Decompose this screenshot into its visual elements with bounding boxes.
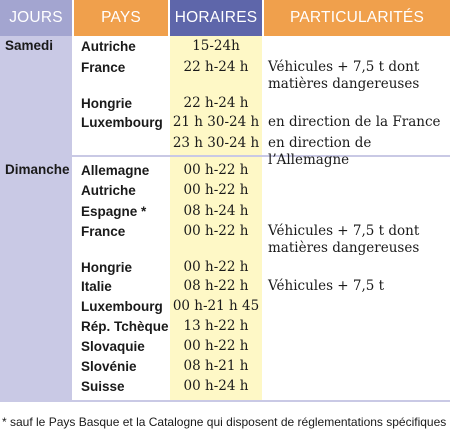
- hours-value: 08 h-24 h: [183, 203, 249, 219]
- day-label-dimanche: Dimanche: [5, 162, 70, 177]
- hours-value: 15-24h: [192, 38, 240, 54]
- footnote: * sauf le Pays Basque et la Catalogne qui disposent de réglementations spécifiques: [2, 415, 447, 429]
- particularity-note: Véhicules + 7,5 t dont matières dangereuses: [268, 223, 420, 256]
- country-label: Autriche: [81, 183, 136, 198]
- hours-value: 00 h-24 h: [183, 378, 249, 394]
- hours-value: 00 h-22 h: [183, 259, 249, 275]
- hours-value: 00 h-22 h: [183, 223, 249, 239]
- country-label: Espagne *: [81, 204, 147, 219]
- header-particularites: PARTICULARITÉS: [264, 0, 450, 36]
- country-label: Luxembourg: [81, 115, 163, 130]
- header-horaires: HORAIRES: [170, 0, 262, 36]
- particularity-note: en direction de la France: [268, 114, 441, 130]
- hours-value: 00 h-21 h 45: [172, 298, 260, 314]
- hours-value: 08 h-21 h: [183, 358, 249, 374]
- particularity-note: Véhicules + 7,5 t dont matières dangereuses: [268, 59, 420, 92]
- country-label: France: [81, 224, 126, 239]
- country-label: Hongrie: [81, 260, 133, 275]
- hours-value: 00 h-22 h: [183, 338, 249, 354]
- country-label: Slovénie: [81, 359, 137, 374]
- day-label-samedi: Samedi: [5, 38, 54, 53]
- jours-column-dimanche: [0, 157, 72, 400]
- header-pays: PAYS: [74, 0, 168, 36]
- country-label: Suisse: [81, 379, 125, 394]
- country-label: France: [81, 60, 126, 75]
- jours-column-samedi: [0, 36, 72, 155]
- hours-value: 23 h 30-24 h: [172, 135, 260, 151]
- country-label: Slovaquie: [81, 339, 145, 354]
- country-label: Luxembourg: [81, 299, 163, 314]
- country-label: Rép. Tchèque: [81, 319, 169, 334]
- hours-value: 13 h-22 h: [183, 318, 249, 334]
- country-label: Italie: [81, 279, 112, 294]
- table-bottom-border: [0, 400, 450, 402]
- header-jours: JOURS: [0, 0, 72, 36]
- hours-value: 08 h-22 h: [183, 278, 249, 294]
- country-label: Hongrie: [81, 96, 133, 111]
- hours-value: 21 h 30-24 h: [172, 114, 260, 130]
- hours-value: 22 h-24 h: [183, 95, 249, 111]
- hours-value: 00 h-22 h: [183, 182, 249, 198]
- country-label: Autriche: [81, 39, 136, 54]
- country-label: Allemagne: [81, 163, 150, 178]
- particularity-note: en direction de l’Allemagne: [268, 135, 372, 168]
- hours-value: 22 h-24 h: [183, 59, 249, 75]
- hours-value: 00 h-22 h: [183, 162, 249, 178]
- particularity-note: Véhicules + 7,5 t: [268, 278, 385, 294]
